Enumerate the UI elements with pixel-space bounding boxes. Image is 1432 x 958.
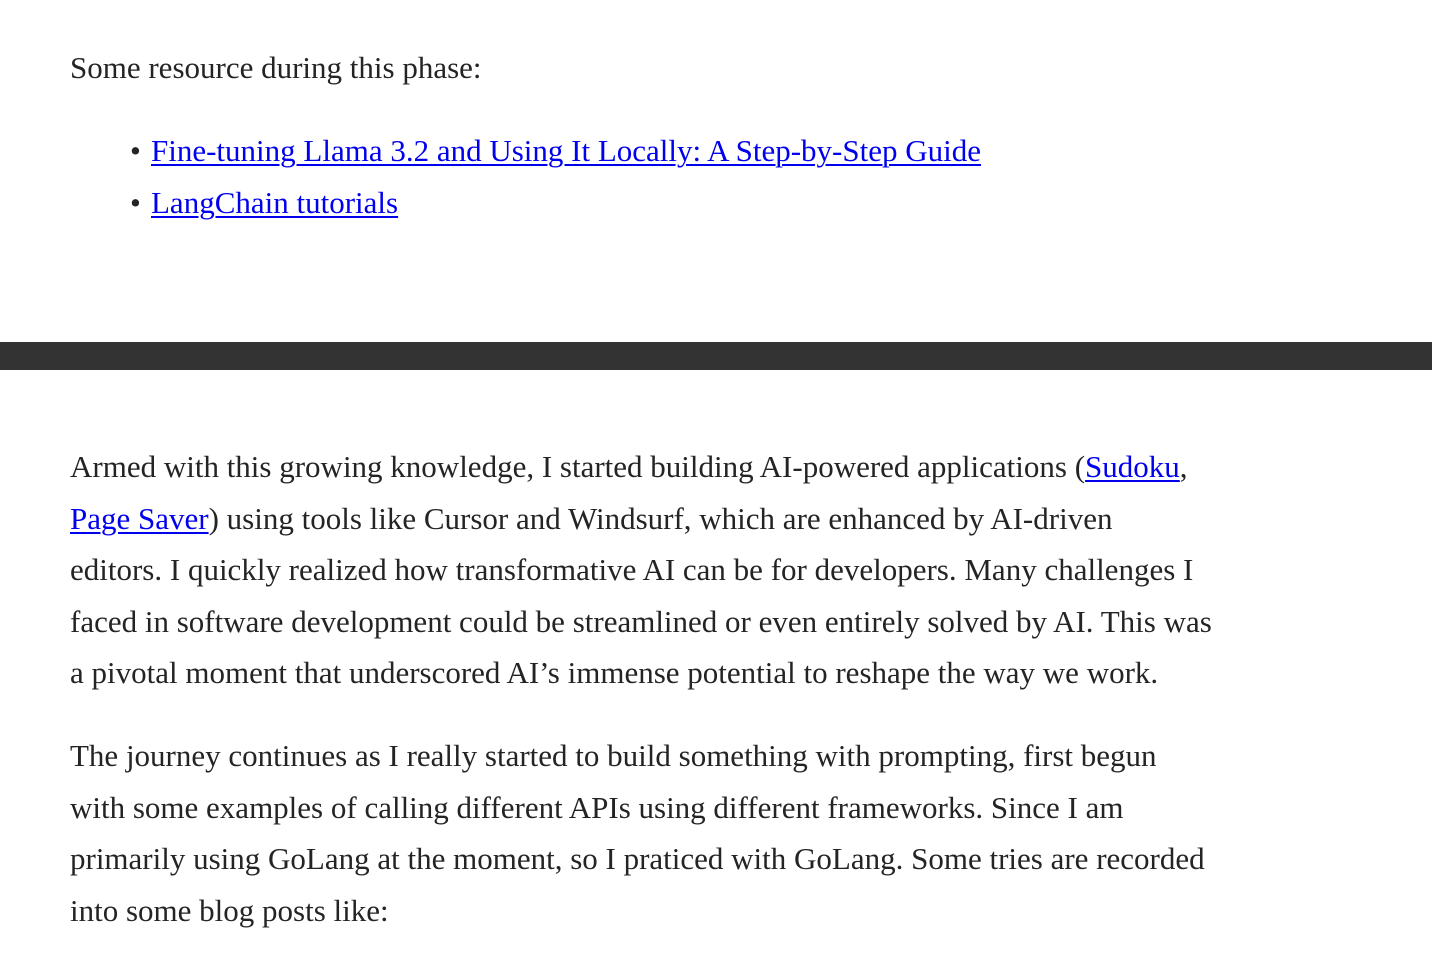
section-divider [0, 342, 1432, 370]
paragraph-ai-apps [70, 441, 1370, 699]
paragraph-line: into some blog posts like: [70, 892, 389, 928]
text-span: ) using tools like Cursor and Windsurf, which are enhanced by AI-driven [208, 500, 1113, 536]
link-sudoku[interactable]: Sudoku [1085, 449, 1180, 484]
link-fine-tuning-llama[interactable]: Fine-tuning Llama 3.2 and Using It Locally: A Step-by-Step Guide [151, 133, 981, 168]
paragraph-line: a pivotal moment that underscored AI’s immense potential to reshape the way we work. [70, 655, 1159, 690]
paragraph-line: with some examples of calling different APIs using different frameworks. Since I am [70, 789, 1124, 825]
paragraph-line [70, 441, 1370, 493]
paragraph-line: The journey continues as I really started to build something with prompting, first begun [70, 738, 1157, 773]
paragraph-line: faced in software development could be streamlined or even entirely solved by AI. This was [70, 603, 1212, 639]
list-item [130, 183, 981, 235]
text-span: , [1179, 449, 1188, 484]
paragraph-line: editors. I quickly realized how transformative AI can be for developers. Many challenges I [70, 552, 1194, 587]
link-langchain-tutorials[interactable]: LangChain tutorials [151, 185, 399, 220]
link-page-saver[interactable]: Page Saver [70, 500, 209, 536]
paragraph-line [70, 493, 1370, 545]
paragraph-line: primarily using GoLang at the moment, so I praticed with GoLang. Some tries are recorded [70, 841, 1205, 876]
resource-link-list [130, 131, 981, 235]
bullet-icon: • [130, 185, 141, 220]
text-span: Armed with this growing knowledge, I started building AI-powered applications ( [70, 449, 1086, 484]
list-item [130, 131, 981, 183]
resource-intro: Some resource during this phase: [70, 50, 482, 85]
paragraph-journey [70, 730, 1370, 936]
bullet-icon: • [130, 133, 141, 168]
